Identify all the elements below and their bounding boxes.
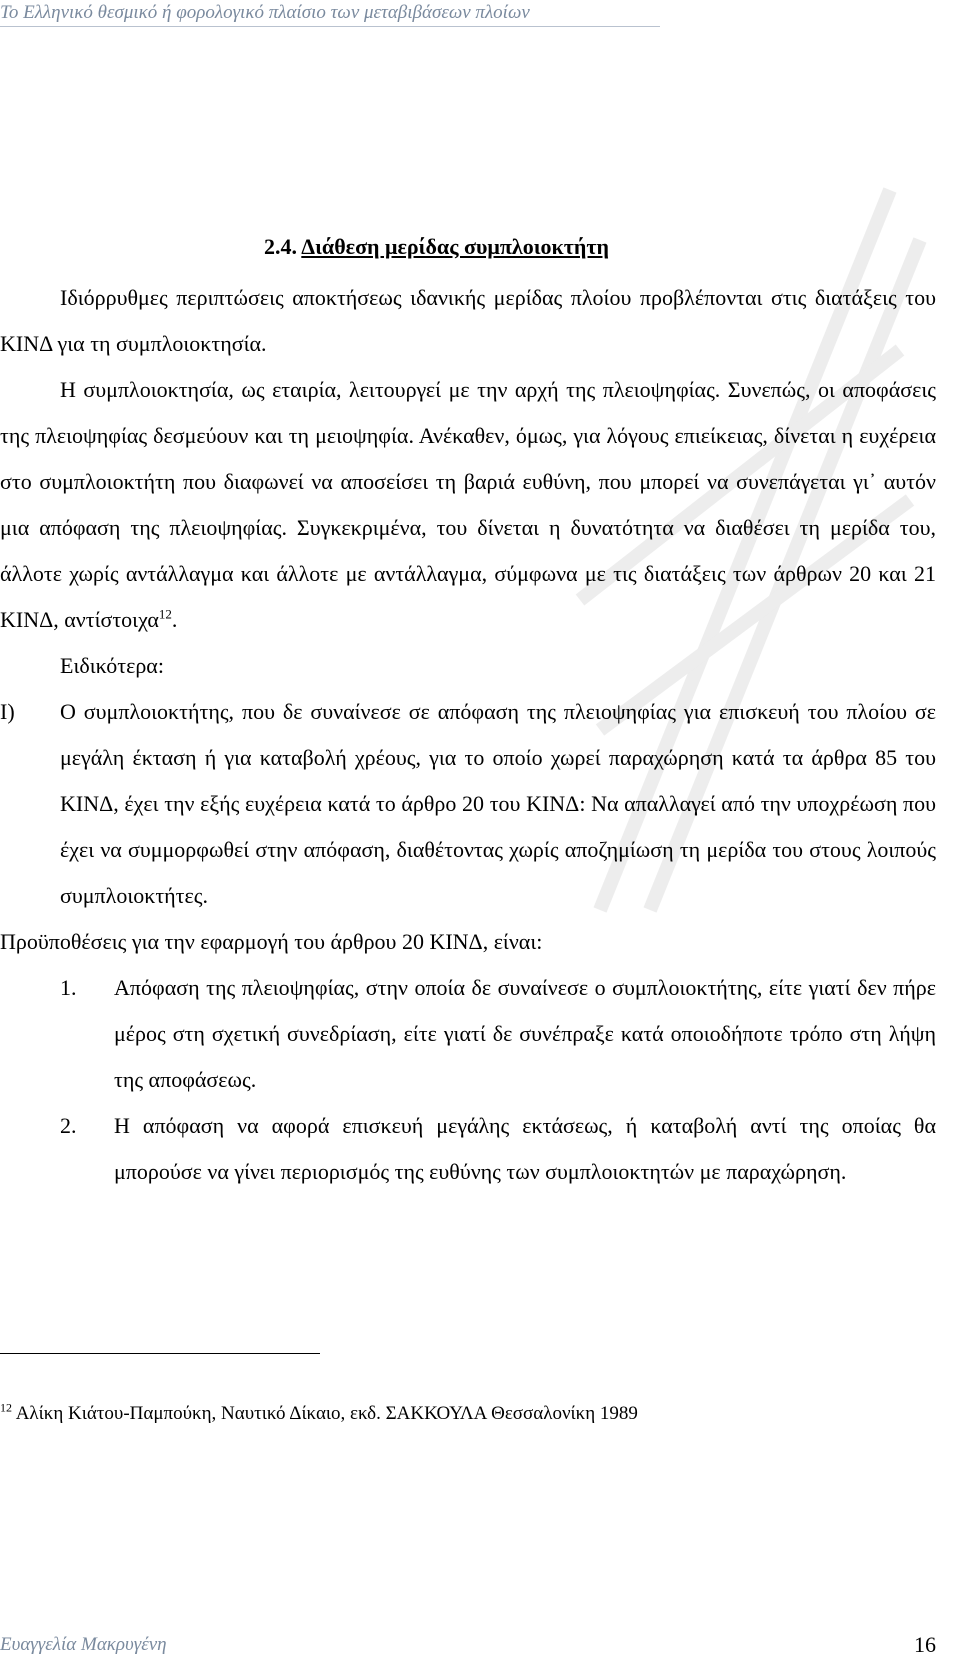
- footnote-divider: [0, 1353, 320, 1354]
- list-item-label: I): [0, 699, 15, 724]
- list-item-text: Ο συμπλοιοκτήτης, που δε συναίνεσε σε απόφαση της πλειοψηφίας για επισκευή του πλοίου σε μεγάλη έκταση ή για καταβολή χρέους, για το οποίο χωρεί παραχώρηση κατά τα άρθρα 85 του ΚΙΝΔ, έχει την εξής ευχέρεια κατά το άρθρο 20 του ΚΙΝΔ: Να απαλλαγεί από την υποχρέωση που έχει να συμμορφωθεί στην απόφαση, διαθέτοντας χωρίς αποζημίωση τη μερίδα του στους λοιπούς συμπλοιοκτήτες.: [60, 699, 936, 908]
- list-item-I: [0, 689, 936, 919]
- paragraph-specifically: Ειδικότερα:: [60, 653, 164, 678]
- section-number: 2.4.: [264, 234, 297, 259]
- section-title: Διάθεση μερίδας συμπλοιοκτήτη: [301, 234, 609, 259]
- footnote-text: Αλίκη Κιάτου-Παμπούκη, Ναυτικό Δίκαιο, εκδ. ΣΑΚΚΟΥΛΑ Θεσσαλονίκη 1989: [12, 1403, 638, 1424]
- list-item: [60, 1103, 936, 1195]
- running-footer-author: Ευαγγελία Μακρυγένη: [0, 1634, 167, 1655]
- footnote: [0, 1400, 638, 1425]
- paragraph-majority-text: Η συμπλοιοκτησία, ως εταιρία, λειτουργεί με την αρχή της πλειοψηφίας. Συνεπώς, οι αποφάσεις της πλειοψηφίας δεσμεύουν και τη μειοψηφία. Ανέκαθεν, όμως, για λόγους επιείκειας, δίνεται η ευχέρεια στο συμπλοιοκτήτη που διαφωνεί να αποσείσει τη βαριά ευθύνη, που μπορεί να συνεπάγεται γι᾽ αυτόν μια απόφαση της πλειοψηφίας. Συγκεκριμένα, του δίνεται η δυνατότητα να διαθέσει τη μερίδα του, άλλοτε χωρίς αντάλλαγμα και άλλοτε με αντάλλαγμα, σύμφωνα με τις διατάξεις των άρθρων 20 και 21 ΚΙΝΔ, αντίστοιχα: [0, 377, 936, 632]
- list-item-text: Απόφαση της πλειοψηφίας, στην οποία δε συναίνεσε ο συμπλοιοκτήτης, είτε γιατί δεν πήρε μέρος στη σχετική συνεδρίαση, είτε γιατί δε συνέπραξε κατά οποιοδήποτε τρόπο στη λήψη της αποφάσεως.: [114, 975, 936, 1092]
- conditions-list: [60, 965, 936, 1195]
- list-item-label: 1.: [60, 975, 77, 1000]
- footnote-number: 12: [0, 1400, 12, 1415]
- paragraph-majority: [0, 367, 936, 643]
- footnote-ref: 12: [158, 606, 172, 622]
- list-item-text: Η απόφαση να αφορά επισκευή μεγάλης εκτάσεως, ή καταβολή αντί της οποίας θα μπορούσε να γίνει περιορισμός της ευθύνης των συμπλοιοκτητών με παραχώρηση.: [114, 1113, 936, 1184]
- page-number: 16: [914, 1632, 936, 1657]
- list-item-label: 2.: [60, 1113, 77, 1138]
- list-item: [60, 965, 936, 1103]
- running-header: Το Ελληνικό θεσμικό ή φορολογικό πλαίσιο των μεταβιβάσεων πλοίων: [0, 2, 660, 27]
- body-text: [0, 275, 936, 1195]
- section-heading: [264, 234, 609, 260]
- conditions-intro: Προϋποθέσεις για την εφαρμογή του άρθρου 20 ΚΙΝΔ, είναι:: [0, 929, 543, 954]
- paragraph-intro: Ιδιόρρυθμες περιπτώσεις αποκτήσεως ιδανικής μερίδας πλοίου προβλέπονται στις διατάξεις του ΚΙΝΔ για τη συμπλοιοκτησία.: [0, 285, 936, 356]
- paragraph-majority-end: .: [171, 607, 178, 632]
